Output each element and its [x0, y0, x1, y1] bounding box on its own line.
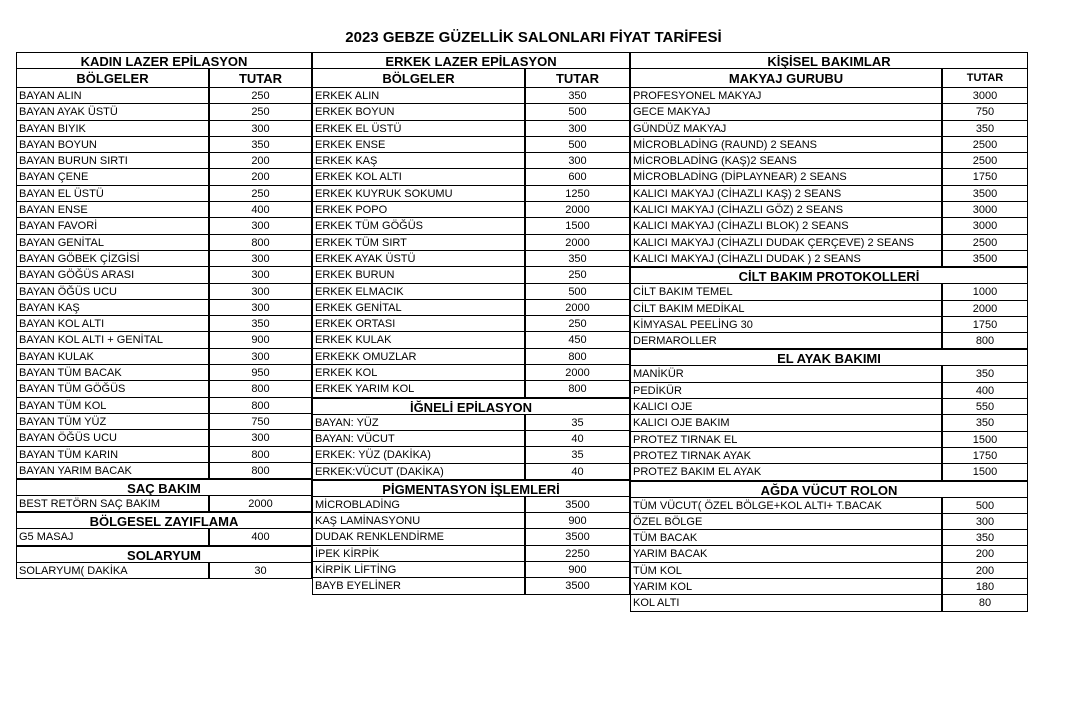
service-name: BEST RETÖRN SAÇ BAKIM: [16, 495, 209, 512]
service-name: BAYAN TÜM KARIN: [16, 446, 209, 463]
service-name: ERKEK KUYRUK SOKUMU: [312, 185, 525, 202]
section-header: SOLARYUM: [16, 546, 312, 563]
price-row: [630, 234, 1028, 251]
service-name: KİRPİK LİFTİNG: [312, 561, 525, 578]
service-price: 800: [209, 397, 312, 414]
service-price: 300: [209, 266, 312, 283]
service-price: 3500: [942, 250, 1028, 267]
price-row: [630, 513, 1028, 530]
price-row: [312, 299, 630, 316]
price-row: [630, 185, 1028, 202]
price-row: [16, 266, 312, 283]
service-price: 900: [525, 512, 630, 529]
service-price: 200: [942, 562, 1028, 579]
service-price: 950: [209, 364, 312, 381]
service-name: KALICI OJE: [630, 398, 942, 415]
service-name: BAYAN GÖĞÜS ARASI: [16, 266, 209, 283]
service-price: 250: [209, 185, 312, 202]
service-price: 3000: [942, 87, 1028, 104]
service-name: ERKEK EL ÜSTÜ: [312, 120, 525, 137]
price-row: [16, 413, 312, 430]
price-row: [312, 348, 630, 365]
service-price: 300: [209, 120, 312, 137]
price-row: [630, 250, 1028, 267]
service-name: YARIM BACAK: [630, 545, 942, 562]
service-name: BAYAN KAŞ: [16, 299, 209, 316]
section-header: CİLT BAKIM PROTOKOLLERİ: [630, 267, 1028, 284]
service-name: KİMYASAL PEELİNG 30: [630, 316, 942, 333]
service-name: ERKEK: YÜZ (DAKİKA): [312, 446, 525, 463]
price-row: [630, 529, 1028, 546]
price-row: [312, 561, 630, 578]
service-name: BAYB EYELİNER: [312, 577, 525, 594]
service-name: BAYAN GÖBEK ÇİZGİSİ: [16, 250, 209, 267]
column-1: [16, 52, 312, 579]
section-header: BÖLGESEL ZAYIFLAMA: [16, 512, 312, 529]
price-row: [16, 446, 312, 463]
service-price: 1000: [942, 283, 1028, 300]
service-price: 350: [942, 414, 1028, 431]
price-row: [312, 446, 630, 463]
service-price: 300: [209, 429, 312, 446]
price-row: [16, 299, 312, 316]
price-row: [630, 283, 1028, 300]
price-row: [630, 414, 1028, 431]
service-name: PROFESYONEL MAKYAJ: [630, 87, 942, 104]
service-price: 500: [525, 283, 630, 300]
service-price: 750: [209, 413, 312, 430]
price-row: [312, 577, 630, 594]
service-price: 2000: [209, 495, 312, 512]
price-row: [16, 168, 312, 185]
service-name: BAYAN: YÜZ: [312, 414, 525, 431]
price-row: [16, 283, 312, 300]
service-name: ERKEK POPO: [312, 201, 525, 218]
price-row: [312, 217, 630, 234]
service-name: SOLARYUM( DAKİKA: [16, 562, 209, 579]
price-row: [312, 136, 630, 153]
section-header: KADIN LAZER EPİLASYON: [16, 52, 312, 69]
price-row: [312, 283, 630, 300]
service-name: PROTEZ TIRNAK AYAK: [630, 447, 942, 464]
price-row: [630, 497, 1028, 514]
service-name: İPEK KİRPİK: [312, 545, 525, 562]
service-price: 1750: [942, 316, 1028, 333]
header-bolgeler: MAKYAJ GURUBU: [630, 68, 942, 88]
service-name: GECE MAKYAJ: [630, 103, 942, 120]
service-name: BAYAN ÖĞÜS UCU: [16, 429, 209, 446]
service-price: 300: [209, 283, 312, 300]
price-row: [630, 103, 1028, 120]
service-name: KAŞ LAMİNASYONU: [312, 512, 525, 529]
price-row: [16, 315, 312, 332]
service-price: 200: [209, 152, 312, 169]
service-price: 1500: [942, 431, 1028, 448]
service-name: ERKEK BOYUN: [312, 103, 525, 120]
price-row: [312, 185, 630, 202]
service-price: 750: [942, 103, 1028, 120]
service-price: 350: [942, 120, 1028, 137]
service-name: BAYAN TÜM KOL: [16, 397, 209, 414]
service-price: 550: [942, 398, 1028, 415]
price-row: [16, 120, 312, 137]
service-name: BAYAN GENİTAL: [16, 234, 209, 251]
price-row: [630, 382, 1028, 399]
service-name: ERKEK:VÜCUT (DAKİKA): [312, 463, 525, 480]
price-row: [630, 463, 1028, 480]
column-2: [312, 52, 630, 595]
service-price: 600: [525, 168, 630, 185]
price-row: [312, 512, 630, 529]
price-row: [312, 234, 630, 251]
price-row: [312, 364, 630, 381]
service-name: KALICI MAKYAJ (CİHAZLI KAŞ) 2 SEANS: [630, 185, 942, 202]
service-price: 250: [209, 103, 312, 120]
header-tutar: TUTAR: [209, 68, 312, 88]
service-name: ERKEK KULAK: [312, 331, 525, 348]
price-row: [630, 152, 1028, 169]
price-row: [16, 250, 312, 267]
price-row: [312, 103, 630, 120]
service-name: BAYAN KOL ALTI + GENİTAL: [16, 331, 209, 348]
service-price: 3500: [525, 528, 630, 545]
price-row: [312, 152, 630, 169]
service-price: 350: [525, 250, 630, 267]
service-name: MİCROBLADİNG (DİPLAYNEAR) 2 SEANS: [630, 168, 942, 185]
service-price: 250: [525, 315, 630, 332]
price-row: [630, 300, 1028, 317]
service-name: BAYAN ENSE: [16, 201, 209, 218]
price-row: [16, 462, 312, 479]
price-row: [630, 136, 1028, 153]
page-title: 2023 GEBZE GÜZELLİK SALONLARI FİYAT TARİFESİ: [345, 29, 722, 46]
service-name: CİLT BAKIM TEMEL: [630, 283, 942, 300]
service-name: KALICI MAKYAJ (CİHAZLI GÖZ) 2 SEANS: [630, 201, 942, 218]
service-name: TÜM KOL: [630, 562, 942, 579]
price-row: [16, 136, 312, 153]
service-price: 400: [209, 201, 312, 218]
price-row: [16, 152, 312, 169]
price-row: [630, 447, 1028, 464]
service-price: 800: [209, 462, 312, 479]
service-price: 250: [209, 87, 312, 104]
service-name: ERKEK ORTASI: [312, 315, 525, 332]
service-price: 300: [209, 217, 312, 234]
section-header: ERKEK LAZER EPİLASYON: [312, 52, 630, 69]
service-price: 3000: [942, 201, 1028, 218]
service-name: BAYAN BIYIK: [16, 120, 209, 137]
service-price: 200: [209, 168, 312, 185]
service-name: BAYAN FAVORİ: [16, 217, 209, 234]
service-price: 350: [942, 529, 1028, 546]
service-name: BAYAN KULAK: [16, 348, 209, 365]
service-name: TÜM VÜCUT( ÖZEL BÖLGE+KOL ALTI+ T.BACAK: [630, 497, 942, 514]
service-price: 35: [525, 446, 630, 463]
price-row: [312, 168, 630, 185]
service-price: 35: [525, 414, 630, 431]
service-price: 800: [525, 348, 630, 365]
service-name: MİCROBLADİNG: [312, 496, 525, 513]
price-row: [16, 217, 312, 234]
service-price: 350: [942, 365, 1028, 382]
section-header: EL AYAK BAKIMI: [630, 349, 1028, 366]
service-name: DUDAK RENKLENDİRME: [312, 528, 525, 545]
service-name: BAYAN ÖĞÜS UCU: [16, 283, 209, 300]
service-name: BAYAN BOYUN: [16, 136, 209, 153]
price-row: [312, 496, 630, 513]
service-name: GÜNDÜZ MAKYAJ: [630, 120, 942, 137]
service-name: ERKEKK OMUZLAR: [312, 348, 525, 365]
service-price: 250: [525, 266, 630, 283]
price-row: [630, 120, 1028, 137]
service-name: CİLT BAKIM MEDİKAL: [630, 300, 942, 317]
service-price: 300: [525, 120, 630, 137]
column-3: [630, 52, 1028, 612]
service-name: ERKEK BURUN: [312, 266, 525, 283]
service-price: 350: [209, 136, 312, 153]
service-price: 300: [209, 348, 312, 365]
service-name: ERKEK AYAK ÜSTÜ: [312, 250, 525, 267]
header-tutar: TUTAR: [525, 68, 630, 88]
price-row: [312, 331, 630, 348]
header-bolgeler: BÖLGELER: [312, 68, 525, 88]
price-row: [16, 364, 312, 381]
price-row: [630, 332, 1028, 349]
service-price: 200: [942, 545, 1028, 562]
service-name: ERKEK ELMACIK: [312, 283, 525, 300]
service-price: 80: [942, 594, 1028, 611]
service-price: 1500: [525, 217, 630, 234]
service-name: BAYAN EL ÜSTÜ: [16, 185, 209, 202]
section-header: İĞNELİ EPİLASYON: [312, 398, 630, 415]
service-name: KALICI MAKYAJ (CİHAZLI DUDAK ÇERÇEVE) 2 SEANS: [630, 234, 942, 251]
service-price: 1250: [525, 185, 630, 202]
service-price: 900: [209, 331, 312, 348]
service-name: TÜM BACAK: [630, 529, 942, 546]
service-price: 3000: [942, 217, 1028, 234]
service-price: 3500: [942, 185, 1028, 202]
service-price: 800: [525, 380, 630, 397]
service-price: 800: [209, 380, 312, 397]
service-price: 350: [525, 87, 630, 104]
service-name: PEDİKÜR: [630, 382, 942, 399]
price-row: [630, 578, 1028, 595]
service-name: MANİKÜR: [630, 365, 942, 382]
service-name: BAYAN TÜM GÖĞÜS: [16, 380, 209, 397]
price-row: [630, 217, 1028, 234]
price-row: [312, 315, 630, 332]
price-row: [630, 365, 1028, 382]
service-price: 30: [209, 562, 312, 579]
price-row: [16, 234, 312, 251]
price-row: [312, 545, 630, 562]
service-name: BAYAN ALIN: [16, 87, 209, 104]
service-name: BAYAN: VÜCUT: [312, 430, 525, 447]
service-price: 2000: [525, 299, 630, 316]
service-price: 800: [209, 446, 312, 463]
service-name: BAYAN TÜM YÜZ: [16, 413, 209, 430]
price-row: [630, 545, 1028, 562]
service-price: 2000: [942, 300, 1028, 317]
service-name: ERKEK KOL: [312, 364, 525, 381]
price-row: [16, 87, 312, 104]
price-row: [312, 528, 630, 545]
service-price: 500: [525, 103, 630, 120]
price-row: [16, 495, 312, 512]
price-row: [630, 87, 1028, 104]
service-name: MİCROBLADİNG (RAUND) 2 SEANS: [630, 136, 942, 153]
price-row: [312, 87, 630, 104]
price-row: [630, 316, 1028, 333]
service-price: 800: [209, 234, 312, 251]
service-price: 40: [525, 463, 630, 480]
service-name: BAYAN TÜM BACAK: [16, 364, 209, 381]
service-price: 3500: [525, 577, 630, 594]
service-name: KOL ALTI: [630, 594, 942, 611]
service-name: BAYAN KOL ALTI: [16, 315, 209, 332]
service-price: 800: [942, 332, 1028, 349]
service-price: 400: [942, 382, 1028, 399]
price-row: [312, 463, 630, 480]
service-name: BAYAN YARIM BACAK: [16, 462, 209, 479]
price-row: [312, 380, 630, 397]
service-price: 40: [525, 430, 630, 447]
price-row: [630, 168, 1028, 185]
service-name: YARIM KOL: [630, 578, 942, 595]
service-price: 2000: [525, 201, 630, 218]
price-row: [16, 348, 312, 365]
service-price: 450: [525, 331, 630, 348]
service-price: 300: [942, 513, 1028, 530]
service-price: 900: [525, 561, 630, 578]
price-row: [312, 120, 630, 137]
section-header: PİGMENTASYON İŞLEMLERİ: [312, 480, 630, 497]
column-headers: [16, 69, 312, 88]
service-name: BAYAN AYAK ÜSTÜ: [16, 103, 209, 120]
service-name: ERKEK GENİTAL: [312, 299, 525, 316]
header-bolgeler: BÖLGELER: [16, 68, 209, 88]
service-price: 2500: [942, 136, 1028, 153]
service-name: ERKEK TÜM SIRT: [312, 234, 525, 251]
column-headers: [312, 69, 630, 88]
price-row: [312, 266, 630, 283]
service-price: 2000: [525, 364, 630, 381]
service-price: 1750: [942, 447, 1028, 464]
service-price: 300: [209, 250, 312, 267]
service-price: 180: [942, 578, 1028, 595]
service-price: 1500: [942, 463, 1028, 480]
price-row: [630, 201, 1028, 218]
service-price: 2000: [525, 234, 630, 251]
service-price: 350: [209, 315, 312, 332]
service-price: 3500: [525, 496, 630, 513]
service-price: 2500: [942, 152, 1028, 169]
service-name: ERKEK KAŞ: [312, 152, 525, 169]
price-row: [312, 250, 630, 267]
service-name: ERKEK KOL ALTI: [312, 168, 525, 185]
service-price: 500: [525, 136, 630, 153]
service-name: ÖZEL BÖLGE: [630, 513, 942, 530]
section-header: KİŞİSEL BAKIMLAR: [630, 52, 1028, 69]
price-row: [630, 562, 1028, 579]
price-row: [312, 430, 630, 447]
service-name: G5 MASAJ: [16, 528, 209, 545]
column-headers: [630, 69, 1028, 88]
price-row: [16, 103, 312, 120]
section-header: SAÇ BAKIM: [16, 479, 312, 496]
service-price: 1750: [942, 168, 1028, 185]
price-row: [16, 331, 312, 348]
service-name: PROTEZ TIRNAK EL: [630, 431, 942, 448]
price-row: [16, 185, 312, 202]
price-row: [630, 594, 1028, 611]
service-name: ERKEK YARIM KOL: [312, 380, 525, 397]
service-price: 400: [209, 528, 312, 545]
service-name: BAYAN BURUN SIRTI: [16, 152, 209, 169]
service-name: KALICI MAKYAJ (CİHAZLI DUDAK ) 2 SEANS: [630, 250, 942, 267]
service-name: DERMAROLLER: [630, 332, 942, 349]
service-name: KALICI OJE BAKIM: [630, 414, 942, 431]
service-name: ERKEK ENSE: [312, 136, 525, 153]
service-name: BAYAN ÇENE: [16, 168, 209, 185]
price-row: [16, 528, 312, 545]
service-price: 300: [525, 152, 630, 169]
service-price: 2500: [942, 234, 1028, 251]
service-name: ERKEK TÜM GÖĞÜS: [312, 217, 525, 234]
price-row: [312, 201, 630, 218]
price-row: [16, 380, 312, 397]
price-row: [16, 201, 312, 218]
price-row: [630, 431, 1028, 448]
service-price: 500: [942, 497, 1028, 514]
section-header: AĞDA VÜCUT ROLON: [630, 481, 1028, 498]
price-row: [312, 414, 630, 431]
price-row: [16, 562, 312, 579]
header-tutar: TUTAR: [942, 68, 1028, 88]
service-name: KALICI MAKYAJ (CİHAZLI BLOK) 2 SEANS: [630, 217, 942, 234]
service-price: 300: [209, 299, 312, 316]
service-name: PROTEZ BAKIM EL AYAK: [630, 463, 942, 480]
price-row: [16, 397, 312, 414]
service-price: 2250: [525, 545, 630, 562]
service-name: MİCROBLADİNG (KAŞ)2 SEANS: [630, 152, 942, 169]
service-name: ERKEK ALIN: [312, 87, 525, 104]
price-row: [16, 429, 312, 446]
price-row: [630, 398, 1028, 415]
